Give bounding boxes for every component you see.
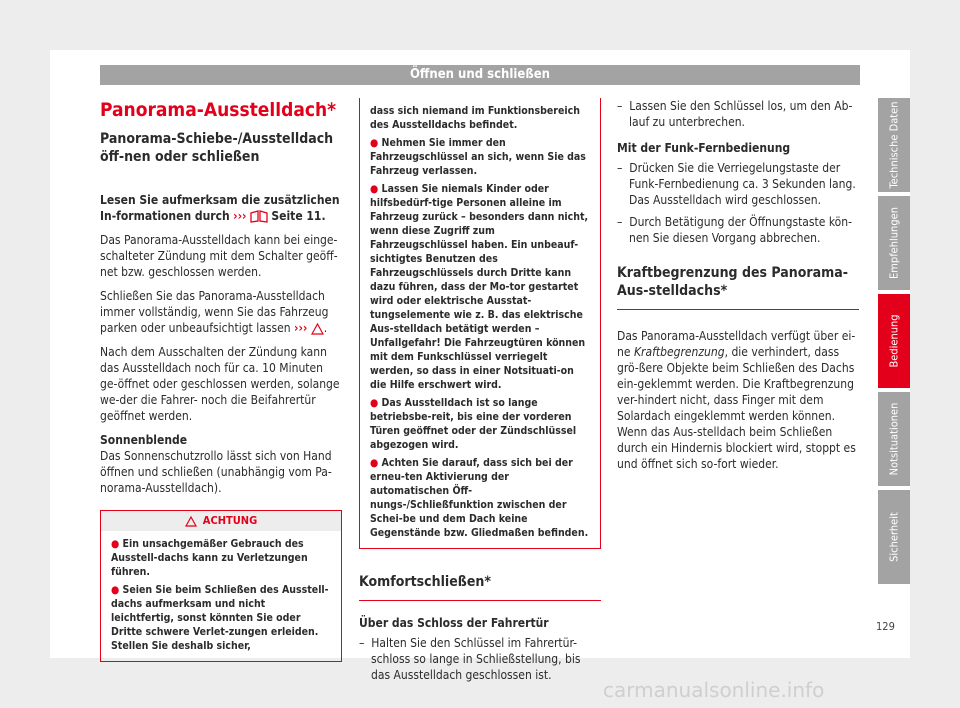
warning-item: ● Achten Sie darauf, dass sich bei der erneu-ten Aktivierung der automatischen Öff-nungs-/Schließfunktion zwischen der Schei-be und dem Dach keine Gegenstände bzw. Gliedmaßen befinden. xyxy=(370,457,589,539)
step-item: – Lassen Sie den Schlüssel los, um den Ab-lauf zu unterbrechen. xyxy=(617,99,853,129)
page-reference-link[interactable]: Seite 11 xyxy=(271,209,322,223)
page-number: 129 xyxy=(876,620,895,633)
paragraph: Nach dem Ausschalten der Zündung kann das Ausstelldach noch für ca. 10 Minuten ge-öffnet oder geschlossen werden, solange we-der die Fahrer- noch die Beifahrertür geöffnet werden. xyxy=(100,345,340,423)
warning-item: ● Seien Sie beim Schließen des Ausstell-dachs aufmerksam und nicht leichtfertig, sonst könnten Sie oder Dritte schwere Verlet-zungen erleiden. Stellen Sie deshalb sicher, xyxy=(111,584,329,652)
subheading: Sonnenblende xyxy=(100,433,188,447)
section-subtitle: Panorama-Schiebe-/Ausstelldach öff-nen oder schließen xyxy=(100,131,334,165)
column-middle xyxy=(359,98,601,689)
warning-item: ● Nehmen Sie immer den Fahrzeugschlüssel an sich, wenn Sie das Fahrzeug verlassen. xyxy=(370,137,586,177)
column-right xyxy=(617,98,859,480)
paragraph: Schließen Sie das Panorama-Ausstelldach immer vollständig, wenn Sie das Fahrzeug parken oder unbeaufsichtigt lassen ››› . xyxy=(100,289,329,335)
section-title: Panorama-Ausstelldach* xyxy=(100,99,337,121)
reference-arrows: ››› xyxy=(233,209,247,223)
warning-triangle-icon xyxy=(185,516,197,527)
warning-item: ● Lassen Sie niemals Kinder oder hilfsbedürf-tige Personen alleine im Fahrzeug zurück – besonders dann nicht, wenn diese Zugriff zum Fahrzeugschlüssel haben. Ein unbeauf-sichtigtes Benutzen des Fahrzeugschlüssels durch Dritte kann dazu führen, dass der Mo-tor gestartet wird oder elektrische Ausstat-tungselemente wie z. B. das elektrische Aus-stelldach betätigt werden – Unfallgefahr! Die Fahrzeugtüren können mit dem Funkschlüssel verriegelt werden, so dass in einer Notsituati-on die Hilfe erschwert wird. xyxy=(370,183,589,391)
warning-body xyxy=(101,531,341,661)
intro-text: Lesen Sie aufmerksam die zusätzlichen In-formationen durch xyxy=(100,193,340,223)
section-heading: Kraftbegrenzung des Panorama-Aus-stelldachs* xyxy=(617,264,859,310)
watermark: carmanualsonline.info xyxy=(603,678,825,702)
subheading: Über das Schloss der Fahrertür xyxy=(359,616,549,630)
tab-technische-daten[interactable]: Technische Daten xyxy=(878,98,910,192)
step-item: – Durch Betätigung der Öffnungstaste kön-nen Sie diesen Vorgang abbrechen. xyxy=(617,215,853,245)
warning-box-continued xyxy=(359,98,601,549)
subheading: Mit der Funk-Fernbedienung xyxy=(617,141,791,155)
paragraph-text: Schließen Sie das Panorama-Ausstelldach immer vollständig, wenn Sie das Fahrzeug parken oder unbeaufsichtigt lassen xyxy=(100,289,329,335)
warning-item: dass sich niemand im Funktionsbereich des Ausstelldachs befindet. xyxy=(370,105,580,131)
warning-item: ● Das Ausstelldach ist so lange betriebsbe-reit, bis eine der vorderen Türen geöffnet oder der Zündschlüssel abgezogen wird. xyxy=(370,397,577,451)
warning-box xyxy=(100,510,342,662)
step-item: – Drücken Sie die Verriegelungstaste der Funk-Fernbedienung ca. 3 Sekunden lang. Das Ausstelldach wird geschlossen. xyxy=(617,161,856,207)
tab-bedienung[interactable]: Bedienung xyxy=(878,294,910,388)
warning-item: ● Ein unsachgemäßer Gebrauch des Ausstell-dachs kann zu Verletzungen führen. xyxy=(111,538,308,578)
paragraph: Das Panorama-Ausstelldach kann bei einge-schalteter Zündung mit dem Schalter geöff-net bzw. geschlossen werden. xyxy=(100,233,338,279)
paragraph: Das Panorama-Ausstelldach verfügt über ei-ne Kraftbegrenzung, die verhindert, dass grö-ßere Objekte beim Schließen des Dachs ein-geklemmt werden. Die Kraftbegrenzung ver-hindert nicht, dass Finger mit dem Solardach eingeklemmt werden können. Wenn das Aus-stelldach beim Schließen durch ein Hindernis blockiert wird, stoppt es und öffnet sich so-fort wieder. xyxy=(617,329,856,471)
section-heading: Komfortschließen* xyxy=(359,573,601,601)
paragraph: Das Sonnenschutzrollo lässt sich von Hand öffnen und schließen (unabhängig vom Pa-norama-Ausstelldach). xyxy=(100,449,332,495)
column-left xyxy=(100,98,342,662)
warning-triangle-icon xyxy=(311,323,324,335)
tab-notsituationen[interactable]: Notsituationen xyxy=(878,392,910,486)
reference-arrows: ››› xyxy=(294,321,308,335)
page-header: Öffnen und schließen xyxy=(100,65,860,85)
warning-label: ACHTUNG xyxy=(202,514,258,527)
tab-empfehlungen[interactable]: Empfehlungen xyxy=(878,196,910,290)
intro-paragraph: Lesen Sie aufmerksam die zusätzlichen In-formationen durch ››› Seite 11. xyxy=(100,193,340,223)
step-item: – Halten Sie den Schlüssel im Fahrertür-schloss so lange in Schließstellung, bis das Ausstelldach geschlossen ist. xyxy=(359,636,581,682)
book-reference-icon xyxy=(250,210,268,223)
warning-header xyxy=(101,511,341,531)
tab-sicherheit[interactable]: Sicherheit xyxy=(878,490,910,584)
